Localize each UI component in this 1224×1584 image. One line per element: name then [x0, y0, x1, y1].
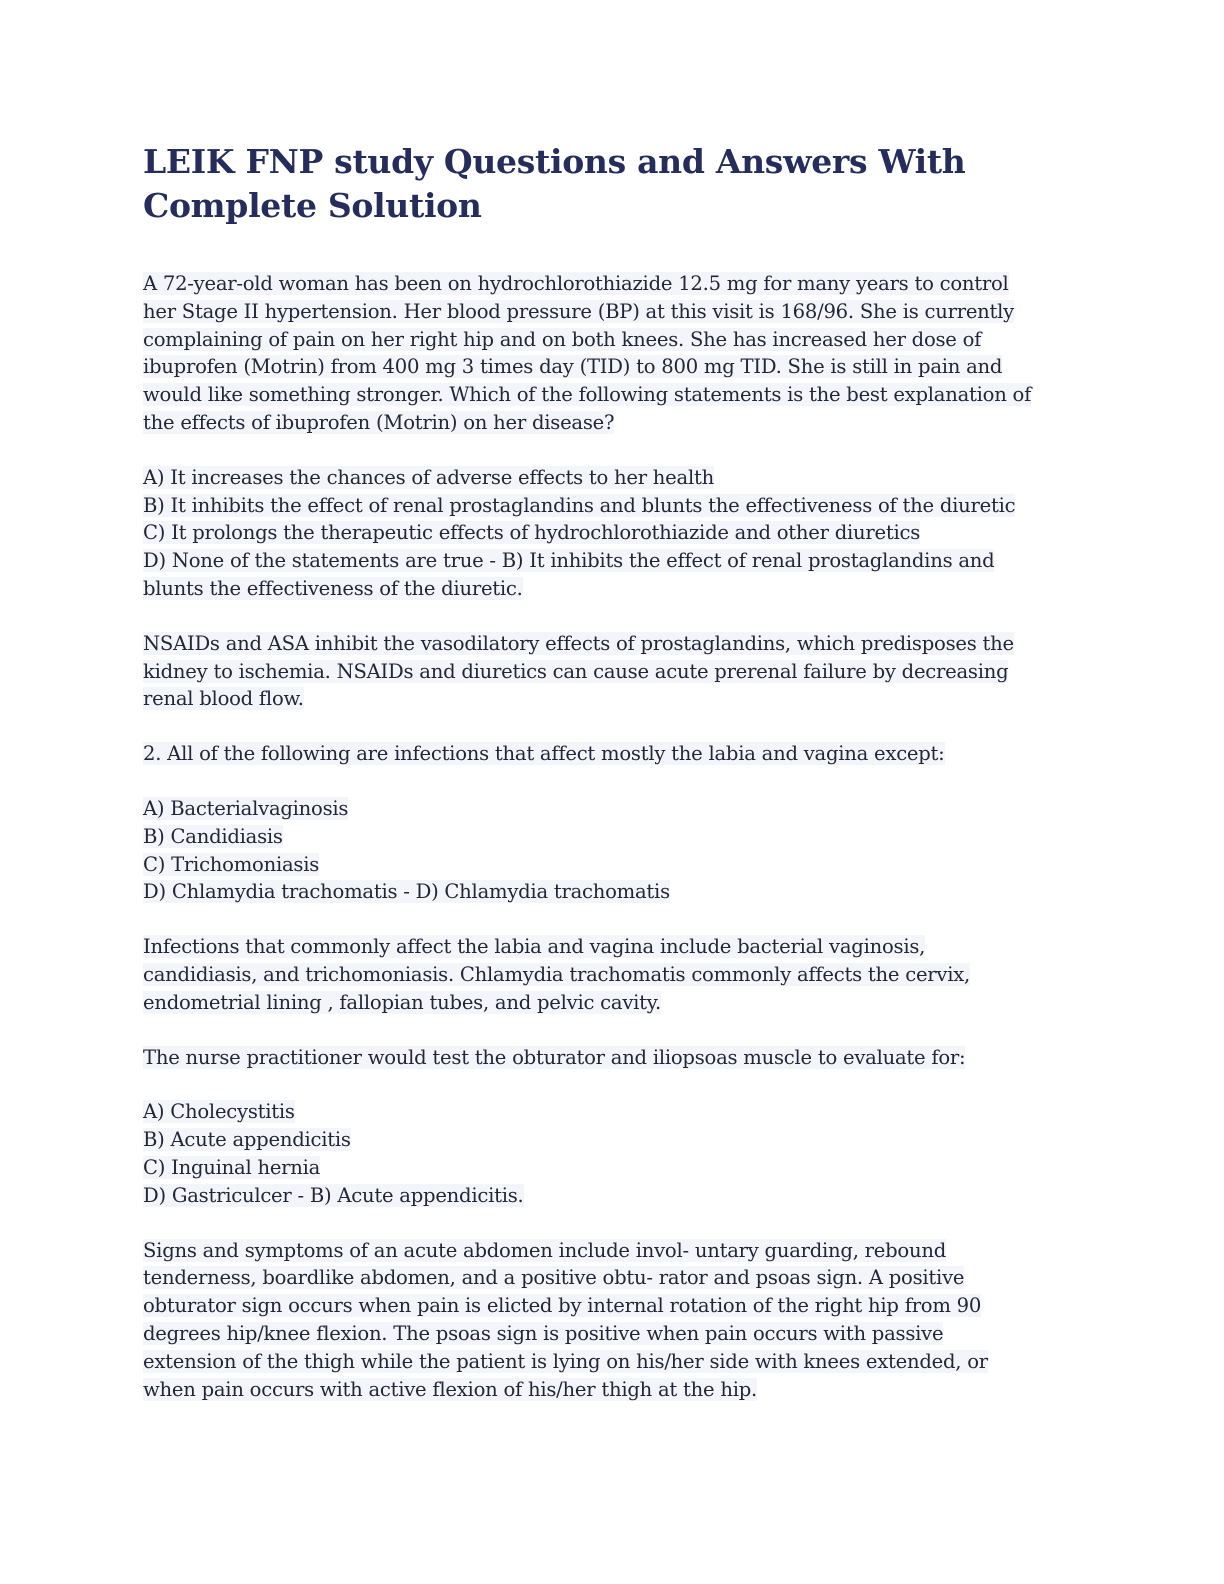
text-line: D) Chlamydia trachomatis - D) Chlamydia trachomatis — [143, 880, 670, 904]
text-line-wrapper — [143, 1237, 1083, 1265]
text-line: C) Trichomoniasis — [143, 852, 320, 876]
text-line: renal blood flow. — [143, 687, 304, 711]
text-line-wrapper — [143, 270, 1083, 298]
text-line-wrapper — [143, 685, 1083, 713]
text-line: tenderness, boardlike abdomen, and a positive obtu- rator and psoas sign. A positive — [143, 1266, 965, 1290]
text-line-wrapper — [143, 575, 1083, 603]
text-line-wrapper — [143, 409, 1083, 437]
text-block — [143, 933, 1083, 1016]
text-line-wrapper — [143, 851, 1083, 879]
text-line: A) Bacterialvaginosis — [143, 796, 349, 820]
text-line: degrees hip/knee flexion. The psoas sign is positive when pain occurs with passive — [143, 1321, 944, 1345]
text-line: D) Gastriculcer - B) Acute appendicitis. — [143, 1183, 524, 1207]
text-block — [143, 464, 1083, 603]
text-line: D) None of the statements are true - B) It inhibits the effect of renal prostaglandins and — [143, 549, 995, 573]
text-line: endometrial lining , fallopian tubes, and pelvic cavity. — [143, 990, 661, 1014]
text-line-wrapper — [143, 658, 1083, 686]
document-body — [143, 270, 1083, 1403]
text-line: The nurse practitioner would test the obturator and iliopsoas muscle to evaluate for: — [143, 1045, 966, 1069]
text-line-wrapper — [143, 298, 1083, 326]
text-line-wrapper — [143, 1320, 1083, 1348]
text-line: extension of the thigh while the patient is lying on his/her side with knees extended, or — [143, 1349, 988, 1373]
text-block — [143, 1237, 1083, 1404]
text-line: NSAIDs and ASA inhibit the vasodilatory effects of prostaglandins, which predisposes the — [143, 631, 1014, 655]
text-line: her Stage II hypertension. Her blood pressure (BP) at this visit is 168/96. She is currently — [143, 299, 1015, 323]
text-line: A) Cholecystitis — [143, 1100, 295, 1124]
text-line-wrapper — [143, 353, 1083, 381]
text-line: C) It prolongs the therapeutic effects of hydrochlorothiazide and other diuretics — [143, 521, 921, 545]
text-block — [143, 270, 1083, 437]
text-line: Signs and symptoms of an acute abdomen include invol- untary guarding, rebound — [143, 1238, 947, 1262]
text-block — [143, 1098, 1083, 1209]
text-block — [143, 630, 1083, 713]
text-line-wrapper — [143, 492, 1083, 520]
text-line: complaining of pain on her right hip and on both knees. She has increased her dose of — [143, 327, 982, 351]
text-line: ibuprofen (Motrin) from 400 mg 3 times day (TID) to 800 mg TID. She is still in pain and — [143, 355, 1003, 379]
text-line-wrapper — [143, 795, 1083, 823]
document-page — [143, 140, 1083, 1430]
text-line-wrapper — [143, 961, 1083, 989]
text-line-wrapper — [143, 464, 1083, 492]
text-line-wrapper — [143, 878, 1083, 906]
text-line: when pain occurs with active flexion of his/her thigh at the hip. — [143, 1377, 757, 1401]
text-line: B) It inhibits the effect of renal prostaglandins and blunts the effectiveness of the diuretic — [143, 493, 1016, 517]
text-line-wrapper — [143, 1264, 1083, 1292]
text-line-wrapper — [143, 326, 1083, 354]
text-line-wrapper — [143, 1154, 1083, 1182]
text-line-wrapper — [143, 823, 1083, 851]
text-line-wrapper — [143, 519, 1083, 547]
text-line: kidney to ischemia. NSAIDs and diuretics can cause acute prerenal failure by decreasing — [143, 659, 1009, 683]
text-line: A 72-year-old woman has been on hydrochlorothiazide 12.5 mg for many years to control — [143, 272, 1009, 295]
text-line: B) Candidiasis — [143, 824, 283, 848]
text-line-wrapper — [143, 1126, 1083, 1154]
text-line: A) It increases the chances of adverse effects to her health — [143, 465, 714, 489]
text-line-wrapper — [143, 381, 1083, 409]
text-line-wrapper — [143, 740, 1083, 768]
text-line: 2. All of the following are infections that affect mostly the labia and vagina except: — [143, 742, 945, 766]
text-line: Infections that commonly affect the labia and vagina include bacterial vaginosis, — [143, 935, 926, 959]
text-line-wrapper — [143, 989, 1083, 1017]
text-line-wrapper — [143, 1044, 1083, 1072]
text-line: the effects of ibuprofen (Motrin) on her disease? — [143, 410, 615, 434]
text-line-wrapper — [143, 1376, 1083, 1404]
document-title — [143, 140, 1083, 228]
text-line-wrapper — [143, 1348, 1083, 1376]
text-line: B) Acute appendicitis — [143, 1128, 351, 1152]
text-line-wrapper — [143, 1292, 1083, 1320]
text-block — [143, 795, 1083, 906]
text-block — [143, 740, 1083, 768]
text-line-wrapper — [143, 933, 1083, 961]
title-line: LEIK FNP study Questions and Answers With — [143, 142, 966, 181]
text-line: C) Inguinal hernia — [143, 1155, 321, 1179]
text-line: blunts the effectiveness of the diuretic. — [143, 576, 523, 600]
text-line-wrapper — [143, 547, 1083, 575]
text-line-wrapper — [143, 630, 1083, 658]
text-line-wrapper — [143, 1098, 1083, 1126]
title-line: Complete Solution — [143, 186, 482, 225]
text-line: candidiasis, and trichomoniasis. Chlamydia trachomatis commonly affects the cervix, — [143, 962, 971, 986]
text-line: obturator sign occurs when pain is elicted by internal rotation of the right hip from 90 — [143, 1294, 982, 1318]
text-line: would like something stronger. Which of the following statements is the best explanation of — [143, 383, 1032, 407]
text-line-wrapper — [143, 1182, 1083, 1210]
text-block — [143, 1044, 1083, 1072]
